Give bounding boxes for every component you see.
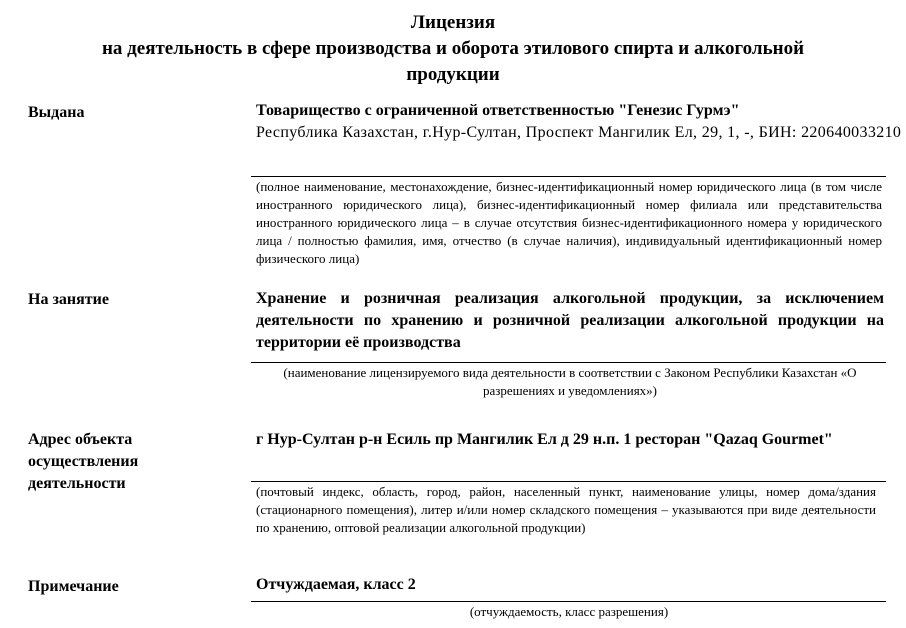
activity-hint: (наименование лицензируемого вида деятельности в соответствии с Законом Республики Казахстан «О разрешениях и уведомлениях») (283, 365, 857, 398)
title-line-2: на деятельность в сфере производства и оборота этилового спирта и алкогольной (101, 38, 805, 59)
license-title (0, 10, 906, 88)
address-label (28, 429, 138, 495)
note-label: Примечание (28, 578, 119, 595)
note-value: Отчуждаемая, класс 2 (256, 576, 416, 593)
issued-company-name: Товарищество с ограниченной ответственностью "Генезис Гурмэ" (256, 102, 740, 119)
issued-label: Выдана (28, 104, 85, 121)
address-hint: (почтовый индекс, область, город, район, населенный пункт, наименование улицы, номер дома/здания (стационарного помещения), литер и/или номер складского помещения – указываются при виде деятельности по хранению, оптовой реализации алкогольной продукции) (256, 484, 876, 535)
activity-underline (251, 362, 886, 363)
note-hint: (отчуждаемость, класс разрешения) (469, 604, 669, 619)
issued-underline (251, 176, 886, 177)
issued-address: Республика Казахстан, г.Нур-Султан, Проспект Мангилик Ел, 29, 1, -, БИН: 220640033210 (256, 124, 902, 141)
issued-value (256, 100, 904, 144)
issued-hint: (полное наименование, местонахождение, бизнес-идентификационный номер юридического лица (в том числе иностранного юридического лица), бизнес-идентификационный номер филиала или представительства иностранного юридического лица – в случае отсутствия бизнес-идентификационного номера у юридического лица / полностью фамилия, имя, отчество (в случае наличия), индивидуальный идентификационный номер физического лица) (256, 179, 882, 266)
address-value: г Нур-Султан р-н Есиль пр Мангилик Ел д 29 н.п. 1 ресторан "Qazaq Gourmet" (256, 431, 833, 448)
title-line-1: Лицензия (410, 12, 496, 33)
activity-label: На занятие (28, 291, 109, 308)
address-label-line-2: осуществления (28, 453, 139, 470)
address-label-line-3: деятельности (28, 475, 126, 492)
address-label-line-1: Адрес объекта (28, 431, 133, 448)
activity-value: Хранение и розничная реализация алкогольной продукции, за исключением деятельности по хранению и розничной реализации алкогольной продукции на территории её производства (256, 290, 884, 351)
address-underline (251, 481, 886, 482)
title-line-3: продукции (406, 64, 500, 85)
note-underline (251, 601, 886, 602)
